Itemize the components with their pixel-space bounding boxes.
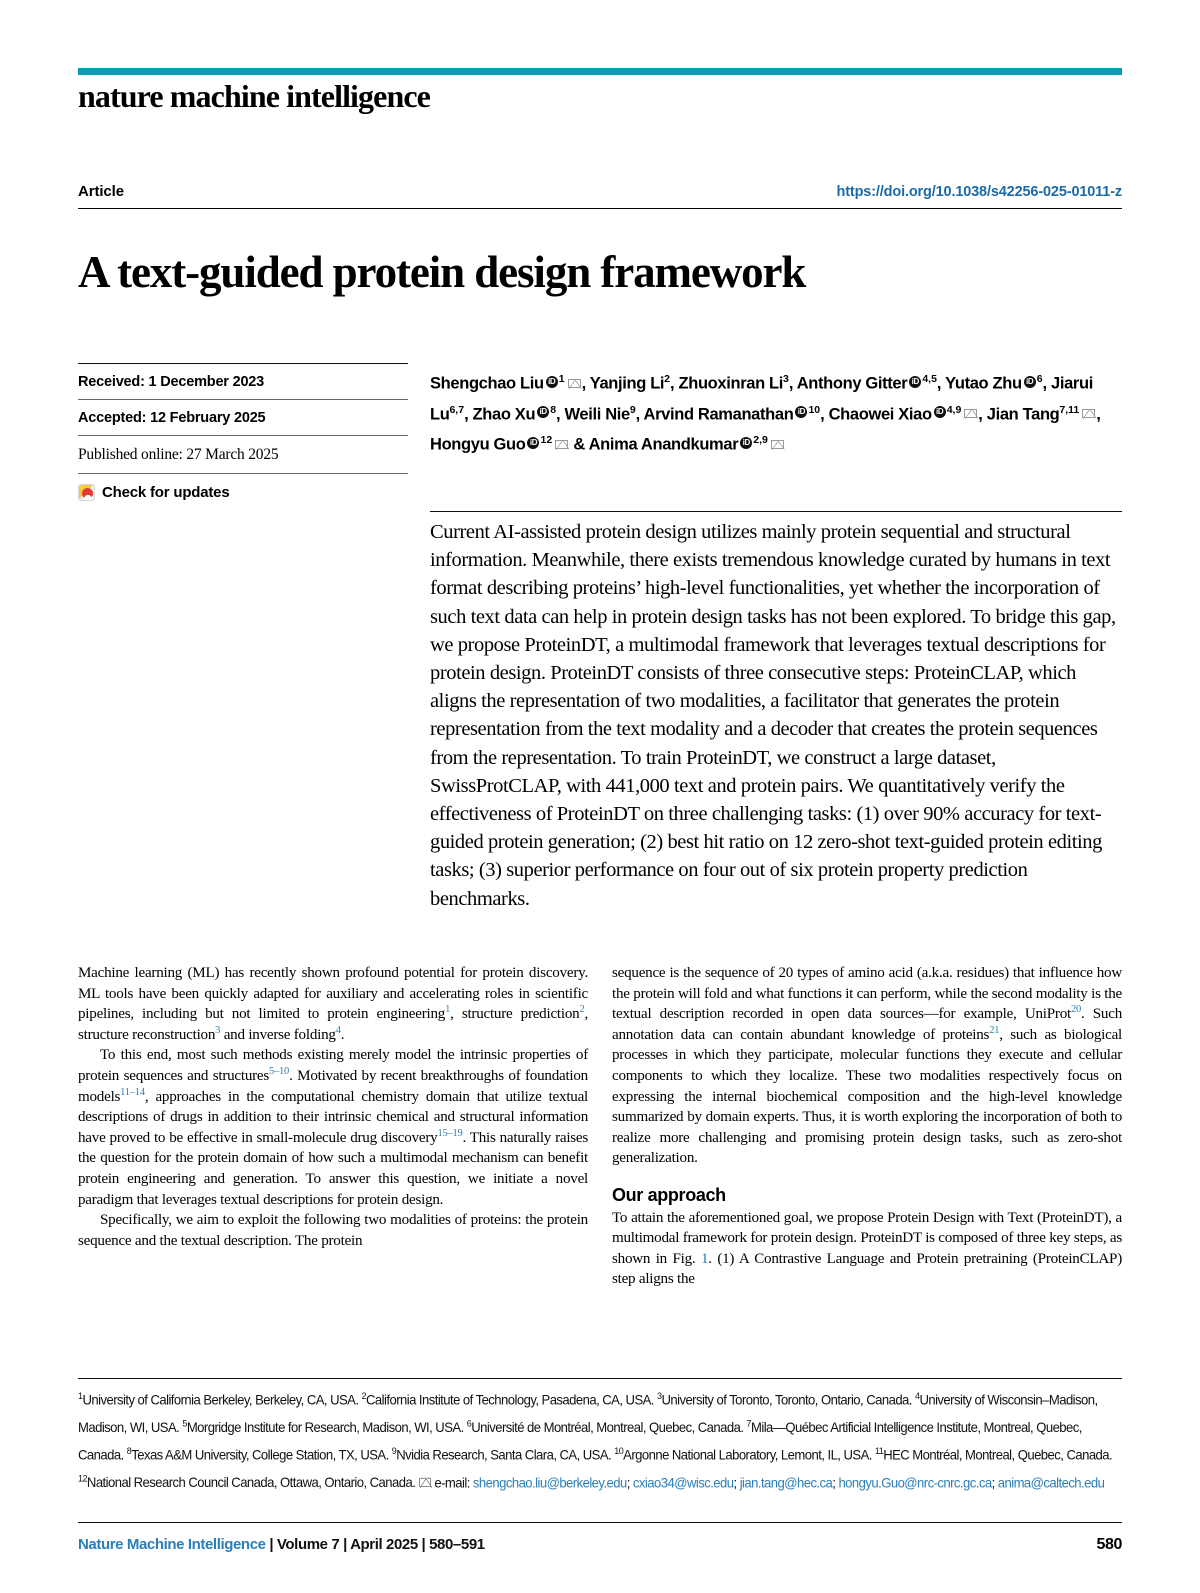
email-icon[interactable] <box>555 440 568 449</box>
paragraph-text: . This naturally raises the question for the protein domain of how such a multimodal mechanism can benefit protein engineering and generation. To answer this question, we initiate a novel paradigm that leverages textual descriptions for protein design. <box>78 1129 588 1208</box>
affiliation-text: Argonne National Laboratory, Lemont, IL, USA. <box>623 1447 875 1463</box>
body-column-right <box>612 963 1122 1290</box>
affiliation-text: University of Toronto, Toronto, Ontario, Canada. <box>661 1392 915 1408</box>
author-list-conjunction: & <box>569 435 585 454</box>
accepted-date: Accepted: 12 February 2025 <box>78 410 266 426</box>
email-separator: ; <box>733 1474 740 1490</box>
affiliation-text: Mila—Québec Artificial Intelligence Institute, Montreal, Quebec, Canada. <box>78 1419 1082 1463</box>
paragraph-text: . Motivated by recent breakthroughs of foundation models <box>78 1067 588 1105</box>
affiliation-marker: 4 <box>914 1391 920 1402</box>
footer-journal-name[interactable]: Nature Machine Intelligence <box>78 1536 266 1553</box>
paragraph-text: , structure reconstruction <box>78 1006 588 1043</box>
affiliation-marker: 4,9 <box>946 403 962 416</box>
affiliation-text: Nvidia Research, Santa Clara, CA, USA. <box>396 1447 615 1463</box>
article-type-label: Article <box>78 183 124 200</box>
paragraph-text: . (1) A Contrastive Language and Protein pretraining (ProteinCLAP) step aligns the <box>612 1250 1122 1288</box>
email-icon[interactable] <box>771 440 784 449</box>
affiliation-marker: 6 <box>466 1418 472 1429</box>
affiliation-marker: 6,7 <box>449 403 465 416</box>
orcid-icon[interactable] <box>795 406 807 418</box>
paragraph-text: . Such annotation data can contain abundant knowledge of proteins <box>612 1006 1122 1043</box>
affiliation-marker: 7 <box>746 1418 751 1429</box>
author-name: , Jiarui Lu <box>430 374 1093 423</box>
author-name: , Weili Nie <box>556 405 630 423</box>
email-separator: ; <box>832 1474 839 1490</box>
author-name: , Anthony Gitter <box>788 374 908 393</box>
citation-ref[interactable]: 4 <box>335 1024 341 1036</box>
affiliation-text: California Institute of Technology, Pasadena, CA, USA. <box>366 1392 657 1408</box>
corresponding-email-link[interactable]: cxiao34@wisc.edu <box>632 1474 734 1490</box>
affiliation-marker: 2 <box>361 1391 367 1402</box>
affiliations-block <box>78 1385 1122 1495</box>
received-date: Received: 1 December 2023 <box>78 374 265 390</box>
author-name: Yutao Zhu <box>945 374 1022 393</box>
citation-ref[interactable]: 20 <box>1070 1004 1081 1016</box>
paragraph-text: and inverse folding <box>220 1026 336 1043</box>
paragraph-text: Machine learning (ML) has recently shown profound potential for protein discovery. ML tools have been quickly adapted for auxiliary and accelerating roles in scientific pipelines, including but not limited to protein engineering <box>78 965 588 1023</box>
paragraph-text: , structure prediction <box>450 1006 580 1023</box>
doi-link[interactable]: https://doi.org/10.1038/s42256-025-01011-z <box>836 184 1122 200</box>
affiliation-marker: 4,5 <box>922 373 937 385</box>
header-divider <box>78 208 1122 209</box>
email-icon[interactable] <box>964 409 977 418</box>
figure-ref[interactable]: 1 <box>700 1250 709 1267</box>
affiliation-marker: 12 <box>78 1473 87 1484</box>
check-for-updates-button[interactable] <box>78 474 408 501</box>
journal-masthead: nature machine intelligence <box>78 78 430 114</box>
email-icon[interactable] <box>1082 409 1095 418</box>
affiliation-marker: 8 <box>126 1445 132 1457</box>
author-name: , Yanjing Li <box>581 374 665 393</box>
author-name: , Zhao Xu <box>464 405 536 423</box>
affiliation-text: Université de Montréal, Montreal, Quebec, Canada. <box>471 1419 747 1436</box>
author-name: , Zhuoxinran Li <box>670 374 784 393</box>
affiliations-divider <box>78 1378 1122 1379</box>
author-name: Anima Anandkumar <box>588 435 739 454</box>
abstract-text: Current AI-assisted protein design utilizes mainly protein sequential and structural information. Meanwhile, there exists tremendous knowledge curated by humans in text format describing proteins’ high-level functionalities, yet whether the incorporation of such text data can help in protein design tasks has not been explored. To bridge this gap, we propose ProteinDT, a multimodal framework that leverages textual descriptions for protein design. ProteinDT consists of three consecutive steps: ProteinCLAP, which aligns the representation of two modalities, a facilitator that generates the protein representation from the text modality and a decoder that creates the protein sequences from the representation. To train ProteinDT, we construct a large dataset, SwissProtCLAP, with 441,000 text and protein pairs. We quantitatively verify the effectiveness of ProteinDT on three challenging tasks: (1) over 90% accuracy for text-guided protein generation; (2) best hit ratio on 12 zero-shot text-guided protein editing tasks; (3) superior performance on four out of six protein property prediction benchmarks. <box>430 521 1116 910</box>
published-date: Published online: 27 March 2025 <box>78 446 279 463</box>
affiliation-text: HEC Montréal, Montreal, Quebec, Canada. <box>883 1447 1113 1463</box>
affiliation-marker: 10 <box>808 403 821 416</box>
corresponding-email-link[interactable]: shengchao.liu@berkeley.edu <box>472 1474 627 1490</box>
paragraph-text: To this end, most such methods existing merely model the intrinsic properties of protein sequences and structures <box>78 1047 588 1084</box>
affiliation-marker: 12 <box>540 434 553 446</box>
affiliation-marker: 7,11 <box>1059 403 1080 416</box>
affiliation-marker: 9 <box>391 1445 397 1457</box>
footer-citation <box>78 1536 485 1553</box>
crossmark-icon <box>78 484 95 501</box>
author-name: Shengchao Liu <box>430 374 544 393</box>
citation-ref[interactable]: 5–10 <box>269 1065 290 1077</box>
abstract-divider <box>430 511 1122 512</box>
affiliation-marker: 6 <box>1036 373 1043 385</box>
author-name: , Hongyu Guo <box>430 405 1101 454</box>
paragraph <box>78 1045 588 1210</box>
email-separator: ; <box>991 1474 998 1490</box>
check-for-updates-label: Check for updates <box>102 484 230 501</box>
affiliation-marker: 8 <box>550 403 557 416</box>
citation-ref[interactable]: 21 <box>989 1024 1000 1036</box>
affiliation-text: Morgridge Institute for Research, Madison, WI, USA. <box>186 1419 467 1436</box>
paragraph <box>612 1208 1122 1290</box>
affiliation-marker: 3 <box>783 373 789 385</box>
article-page <box>78 0 1122 1593</box>
paragraph-text: sequence is the sequence of 20 types of amino acid (a.k.a. residues) that influence how the protein will fold and what functions it can perform, while the second modality is the textual description recorded in open data sources—for example, UniProt <box>612 965 1122 1023</box>
citation-ref[interactable]: 3 <box>215 1024 221 1036</box>
paragraph <box>78 963 588 1045</box>
paragraph: Specifically, we aim to exploit the following two modalities of proteins: the protein sequence and the textual description. The protein <box>78 1212 588 1249</box>
affiliation-text: National Research Council Canada, Ottawa, Ontario, Canada. <box>86 1474 419 1490</box>
orcid-icon[interactable] <box>1024 376 1036 388</box>
affiliation-text: University of California Berkeley, Berkeley, CA, USA. <box>82 1392 362 1408</box>
affiliation-marker: 1 <box>78 1391 83 1402</box>
footer-volume-info: | Volume 7 | April 2025 | 580–591 <box>265 1536 485 1553</box>
brand-rule <box>78 68 1122 75</box>
page-number: 580 <box>1096 1536 1122 1553</box>
orcid-icon[interactable] <box>537 406 549 418</box>
author-name: , Jian Tang <box>978 405 1060 423</box>
affiliation-marker: 2,9 <box>753 434 768 446</box>
affiliation-marker: 11 <box>874 1445 884 1457</box>
citation-ref[interactable]: 15–19 <box>437 1127 463 1139</box>
page-title: A text-guided protein design framework <box>78 247 806 298</box>
orcid-icon[interactable] <box>527 437 539 449</box>
paragraph-text: To attain the aforementioned goal, we propose Protein Design with Text (ProteinDT), a multimodal framework for protein design. ProteinDT is composed of three key steps, as shown in Fig. <box>612 1209 1123 1267</box>
author-list: Shengchao Liu iD $^1$ , Yanjing Li$^2$, Zhuoxinran Li$^3$, Anthony Gitter iD $^{4,5}$, Yutao Zhu iD $^6$, Jiarui Lu$^{6,7}$, Zhao Xu iD $^8$, Weili Nie$^9$, Arvind Ramanathan iD $^{10}$, Chaowei Xiao iD $^{4,9}$ , Jian Tang$^{7,11}$ , Hongyu Guo iD $^{12}$ & Anima Anandkumar iD $^{2,9}$ <box>430 366 1122 458</box>
corresponding-email-link[interactable]: anima@caltech.edu <box>997 1474 1105 1490</box>
affiliation-marker: 2 <box>664 373 671 385</box>
paragraph <box>612 963 1122 1169</box>
orcid-icon[interactable] <box>909 376 921 388</box>
email-separator: ; <box>626 1474 633 1490</box>
affiliation-marker: 1 <box>558 373 565 385</box>
citation-ref[interactable]: 1 <box>445 1004 451 1016</box>
body-column-left <box>78 963 588 1251</box>
section-heading: Our approach <box>612 1184 726 1205</box>
paragraph-text: , approaches in the computational chemistry domain that utilize textual descriptions of drugs in addition to their intrinsic chemical and structural information have proved to be effective in small-molecule drug discovery <box>78 1088 588 1146</box>
corresponding-emails[interactable] <box>473 1475 1104 1490</box>
paragraph-text: , such as biological processes in which they participate, molecular functions they execute and cellular components to which they localize. These two modalities respectively focus on expressing the internal biochemical composition and the high-level knowledge summarized by domain experts. Thus, it is worth exploring the incorporation of both to realize more challenging and promising protein design tasks, such as zero-shot generalization. <box>612 1026 1122 1167</box>
citation-ref[interactable]: 11–14 <box>120 1086 145 1098</box>
corresponding-email-link[interactable]: hongyu.Guo@nrc-cnrc.gc.ca <box>838 1474 992 1490</box>
paragraph-text: . <box>340 1026 345 1043</box>
affiliation-text: University of Wisconsin–Madison, Madison, WI, USA. <box>78 1392 1098 1436</box>
orcid-icon[interactable] <box>546 376 558 388</box>
affiliation-marker: 5 <box>182 1418 187 1429</box>
orcid-icon[interactable] <box>740 437 752 449</box>
publication-metadata <box>78 363 408 501</box>
affiliation-marker: 9 <box>629 403 636 416</box>
affiliation-marker: 10 <box>614 1445 624 1457</box>
email-icon <box>419 1478 431 1487</box>
author-name: , Arvind Ramanathan <box>635 405 794 423</box>
email-label: e-mail: <box>434 1474 473 1490</box>
footer-divider <box>78 1522 1122 1523</box>
citation-ref[interactable]: 2 <box>579 1004 585 1016</box>
affiliation-text: Texas A&M University, College Station, TX, USA. <box>131 1447 392 1463</box>
page-footer <box>78 1536 1122 1554</box>
email-icon[interactable] <box>568 379 581 388</box>
author-name: Chaowei Xiao <box>828 405 932 423</box>
affiliation-marker: 3 <box>656 1391 662 1402</box>
corresponding-email-link[interactable]: jian.tang@hec.ca <box>739 1474 833 1490</box>
orcid-icon[interactable] <box>934 406 946 418</box>
